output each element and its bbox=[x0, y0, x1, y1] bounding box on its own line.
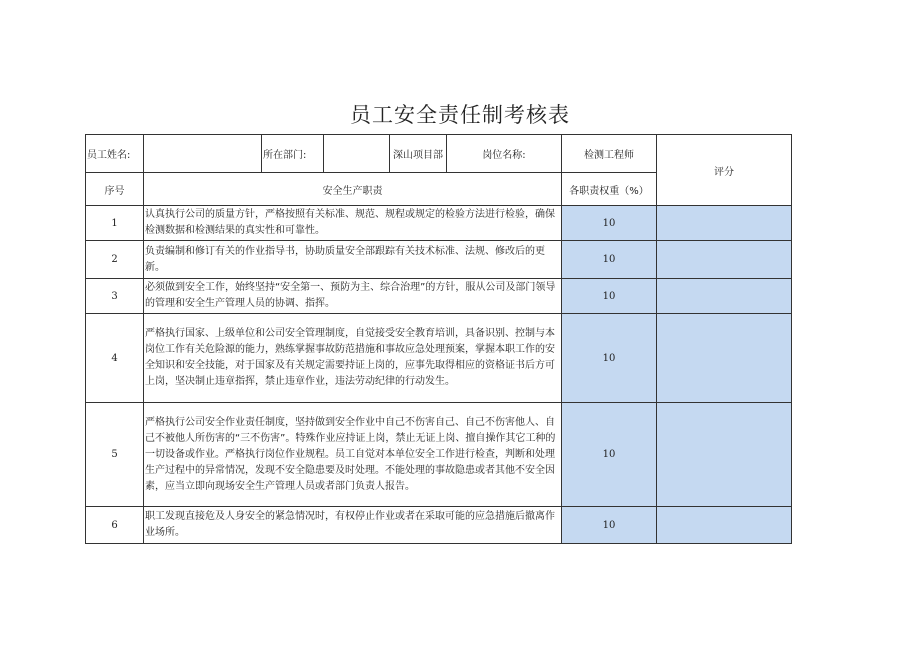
table-row bbox=[86, 314, 792, 403]
score-header: 评分 bbox=[657, 135, 792, 206]
row-score-cell[interactable] bbox=[657, 403, 792, 507]
assessment-table bbox=[85, 134, 792, 544]
row-seq: 6 bbox=[86, 507, 144, 544]
row-weight[interactable]: 10 bbox=[562, 507, 657, 544]
row-seq: 3 bbox=[86, 279, 144, 314]
row-score-cell[interactable] bbox=[657, 314, 792, 403]
row-seq: 5 bbox=[86, 403, 144, 507]
table-row bbox=[86, 241, 792, 279]
row-duty: 认真执行公司的质量方针，严格按照有关标准、规范、规程或规定的检验方法进行检验，确保检测数据和检测结果的真实性和可靠性。 bbox=[144, 206, 562, 241]
employee-name-field[interactable] bbox=[144, 135, 262, 173]
post-label: 岗位名称: bbox=[447, 135, 562, 173]
table-row bbox=[86, 507, 792, 544]
row-weight[interactable]: 10 bbox=[562, 314, 657, 403]
row-score-cell[interactable] bbox=[657, 241, 792, 279]
table-row bbox=[86, 279, 792, 314]
row-score-cell[interactable] bbox=[657, 507, 792, 544]
row-weight[interactable]: 10 bbox=[562, 206, 657, 241]
row-duty: 必须做到安全工作，始终坚持“安全第一、预防为主、综合治理”的方针，服从公司及部门领导的管理和安全生产管理人员的协调、指挥。 bbox=[144, 279, 562, 314]
duty-header: 安全生产职责 bbox=[144, 173, 562, 206]
department-value[interactable]: 深山项目部 bbox=[390, 135, 447, 173]
department-label: 所在部门: bbox=[262, 135, 324, 173]
row-duty: 严格执行国家、上级单位和公司安全管理制度，自觉接受安全教育培训，具备识别、控制与本岗位工作有关危险源的能力，熟练掌握事故防范措施和事故应急处理预案，掌握本职工作的安全知识和安全技能，对于国家及有关规定需要持证上岗的，应事先取得相应的资格证书后方可上岗，坚决制止违章指挥，禁止违章作业，违法劳动纪律的行动发生。 bbox=[144, 314, 562, 403]
weight-header: 各职责权重（%） bbox=[562, 173, 657, 206]
row-weight[interactable]: 10 bbox=[562, 241, 657, 279]
row-seq: 4 bbox=[86, 314, 144, 403]
row-duty: 职工发现直接危及人身安全的紧急情况时，有权停止作业或者在采取可能的应急措施后撤离作业场所。 bbox=[144, 507, 562, 544]
row-weight[interactable]: 10 bbox=[562, 279, 657, 314]
row-score-cell[interactable] bbox=[657, 206, 792, 241]
row-seq: 1 bbox=[86, 206, 144, 241]
seq-header: 序号 bbox=[86, 173, 144, 206]
row-score-cell[interactable] bbox=[657, 279, 792, 314]
page-title: 员工安全责任制考核表 bbox=[350, 103, 570, 127]
table-row bbox=[86, 206, 792, 241]
row-weight[interactable]: 10 bbox=[562, 403, 657, 507]
post-value[interactable]: 检测工程师 bbox=[562, 135, 657, 173]
header-row bbox=[86, 135, 792, 173]
row-seq: 2 bbox=[86, 241, 144, 279]
table-row bbox=[86, 403, 792, 507]
row-duty: 严格执行公司安全作业责任制度，坚持做到安全作业中自己不伤害自己、自己不伤害他人、自己不被他人所伤害的“三不伤害”。特殊作业应持证上岗，禁止无证上岗、擅自操作其它工种的一切设备或作业。严格执行岗位作业规程。员工自觉对本单位安全工作进行检查，判断和处理生产过程中的异常情况，发现不安全隐患要及时处理。不能处理的事故隐患或者其他不安全因素，应当立即向现场安全生产管理人员或者部门负责人报告。 bbox=[144, 403, 562, 507]
employee-name-label: 员工姓名: bbox=[86, 135, 144, 173]
row-duty: 负责编制和修订有关的作业指导书，协助质量安全部跟踪有关技术标准、法规、修改后的更新。 bbox=[144, 241, 562, 279]
